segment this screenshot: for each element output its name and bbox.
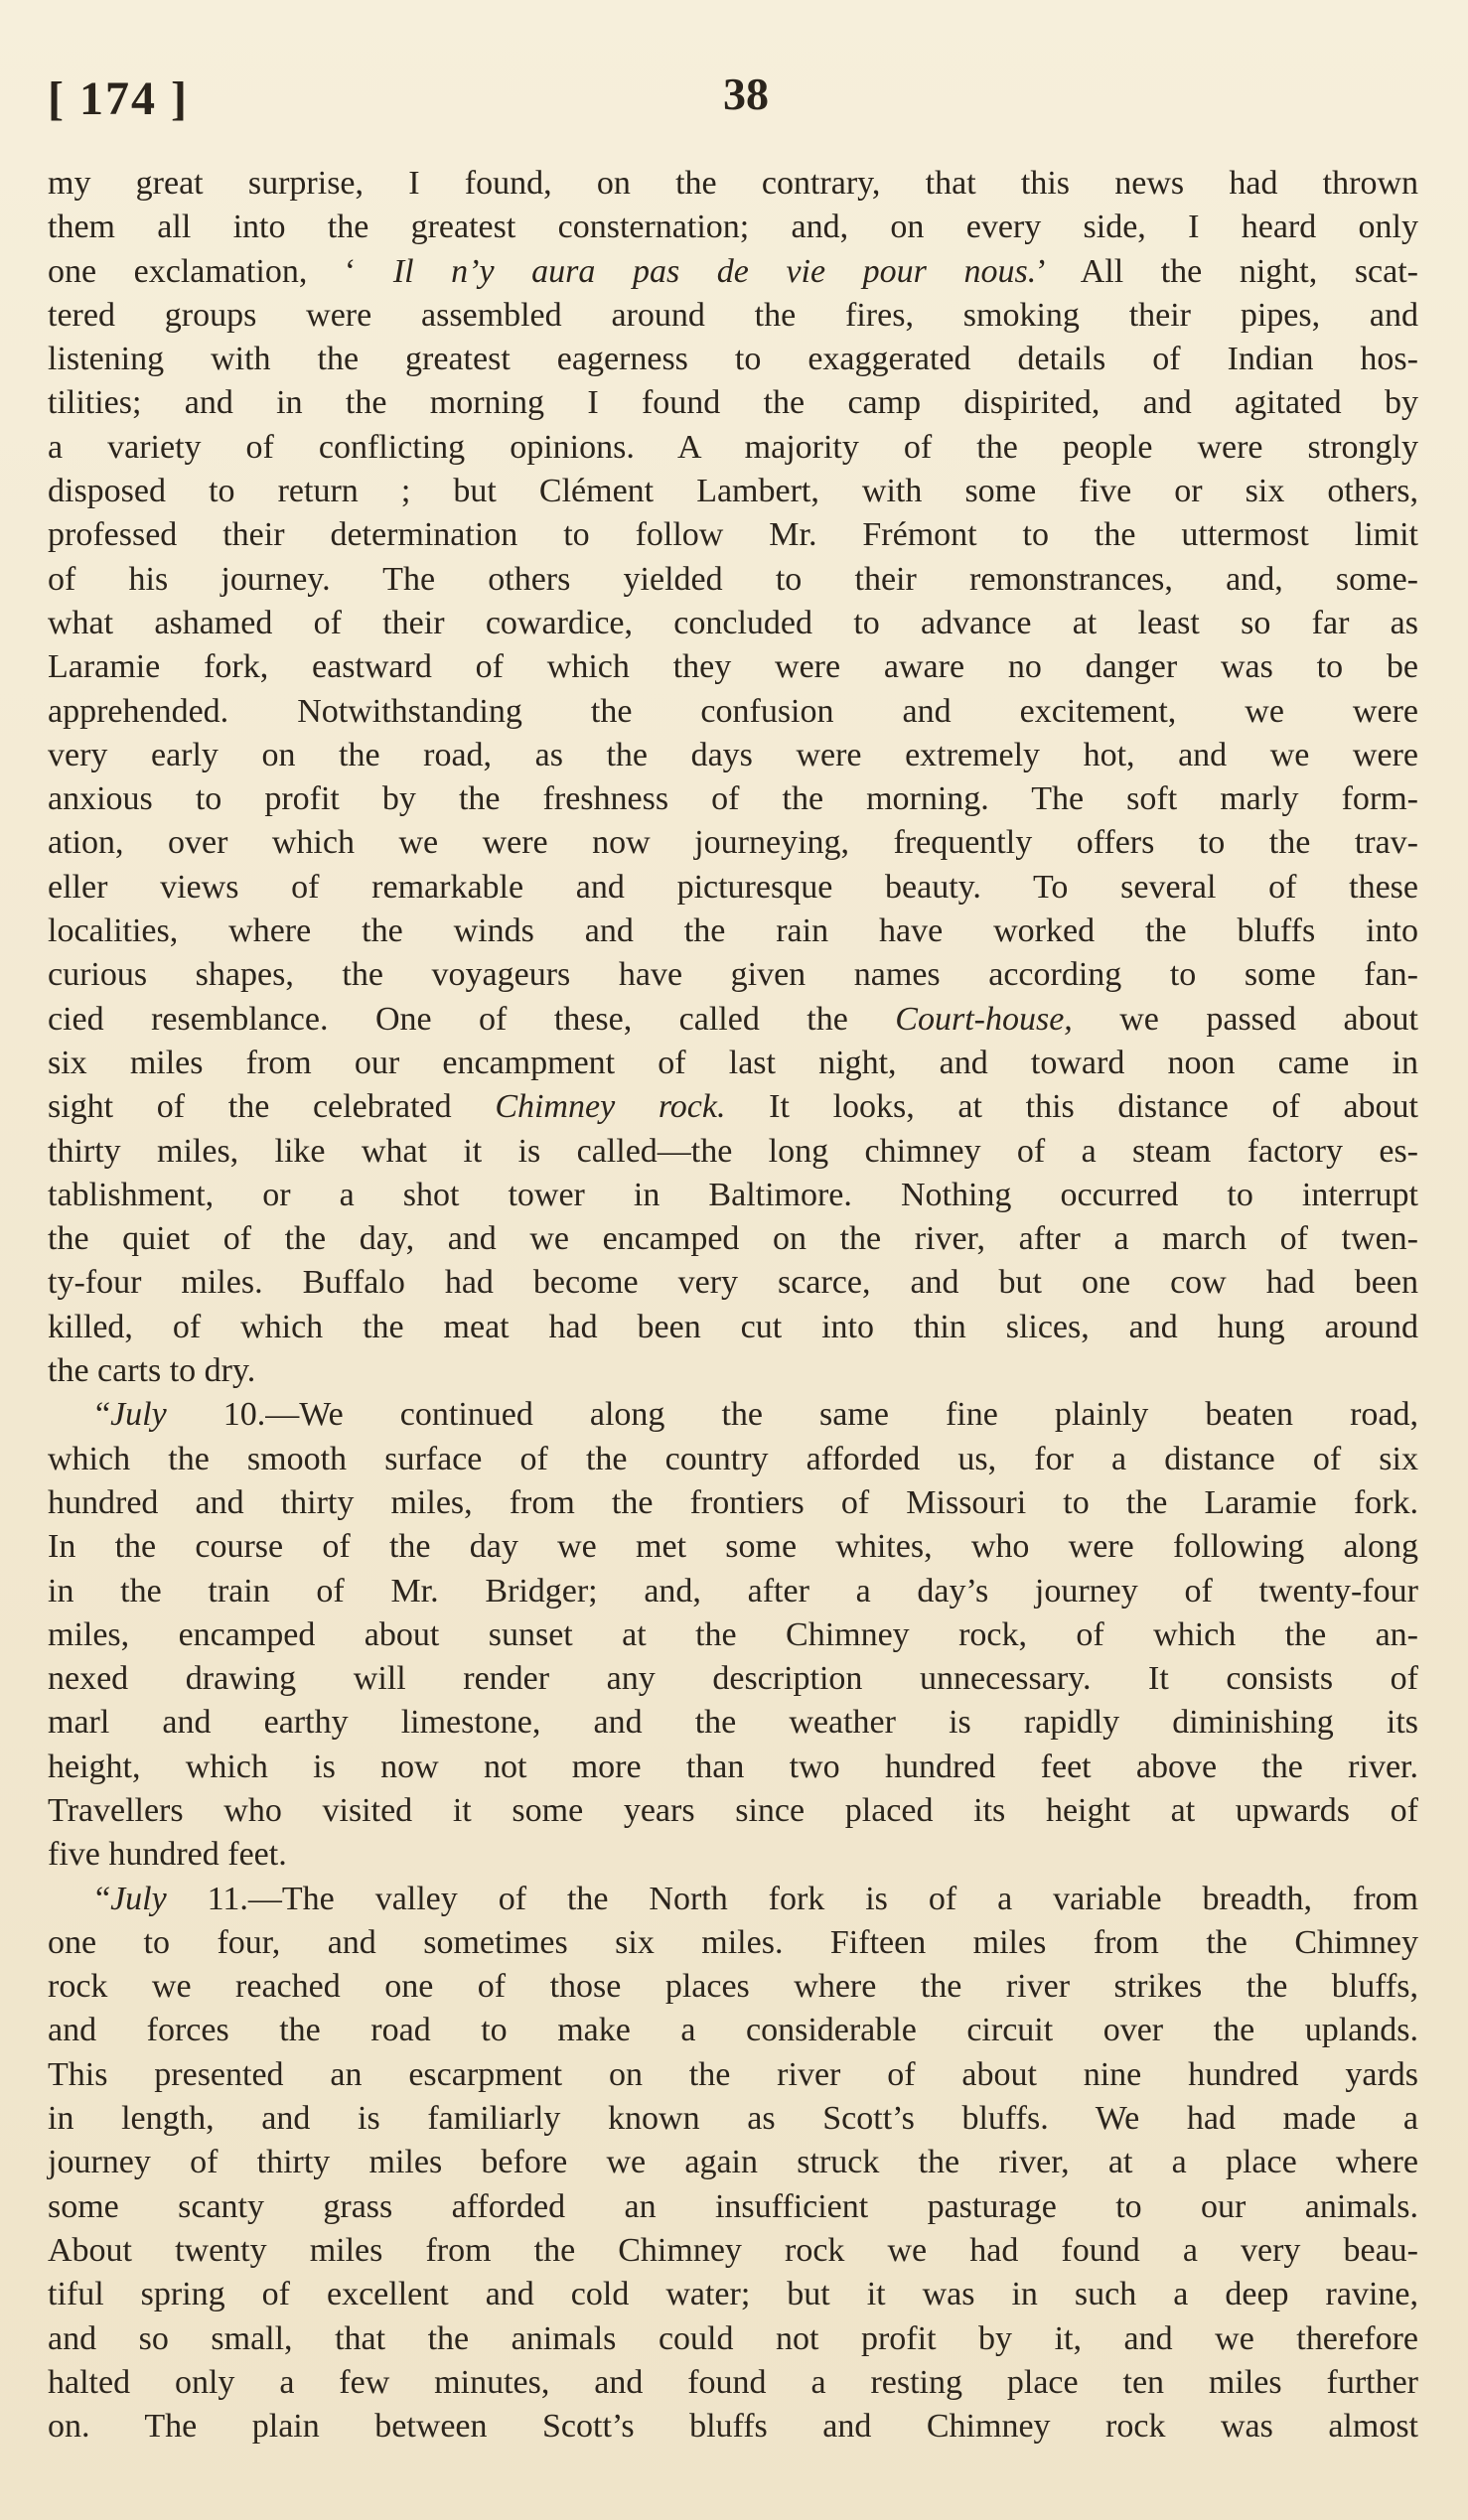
text-segment: cied resemblance. One of these, called the xyxy=(48,1000,896,1038)
text-line xyxy=(48,2097,1418,2141)
text-segment: ’ All the night, scat- xyxy=(1036,252,1419,290)
text-line xyxy=(48,602,1418,645)
text-line xyxy=(48,558,1418,602)
text-line xyxy=(48,250,1418,294)
text-segment: in length, and is familiarly known as Scott’s bluffs. We had made a xyxy=(48,2100,1418,2138)
text-line xyxy=(48,2273,1418,2316)
text-line xyxy=(48,206,1418,249)
text-segment: them all into the greatest consternation; and, on every side, I heard only xyxy=(48,209,1418,246)
text-segment: “ xyxy=(95,1396,111,1434)
text-line xyxy=(48,2317,1418,2361)
italic-text-segment: July xyxy=(110,1880,167,1917)
text-segment: which the smooth surface of the country afforded us, for a distance of six xyxy=(48,1440,1418,1477)
text-segment: my great surprise, I found, on the contrary, that this news had thrown xyxy=(48,165,1418,202)
text-line xyxy=(48,1965,1418,2009)
text-segment: a variety of conflicting opinions. A majority of the people were strongly xyxy=(48,428,1418,466)
text-segment: localities, where the winds and the rain have worked the bluffs into xyxy=(48,912,1418,950)
italic-text-segment: Court-house, xyxy=(895,1000,1073,1038)
text-line xyxy=(48,1438,1418,1481)
text-segment: In the course of the day we met some whites, who were following along xyxy=(48,1528,1418,1566)
text-line xyxy=(48,1085,1418,1129)
text-line xyxy=(48,513,1418,557)
text-line xyxy=(48,1570,1418,1613)
page-number: 38 xyxy=(723,69,769,119)
text-line xyxy=(48,426,1418,470)
text-segment: height, which is now not more than two hundred feet above the river. xyxy=(48,1748,1418,1785)
text-line xyxy=(48,1217,1418,1261)
text-segment: ation, over which we were now journeying, frequently offers to the trav- xyxy=(48,824,1418,862)
text-segment: the quiet of the day, and we encamped on the river, after a march of twen- xyxy=(48,1220,1418,1258)
text-line xyxy=(48,1393,1418,1437)
italic-text-segment: July xyxy=(110,1396,167,1434)
text-segment: nexed drawing will render any description unnecessary. It consists of xyxy=(48,1660,1418,1698)
text-segment: marl and earthy limestone, and the weather is rapidly diminishing its xyxy=(48,1704,1418,1742)
text-segment: 11.—The valley of the North fork is of a variable breadth, from xyxy=(166,1880,1418,1917)
text-segment: rock we reached one of those places where the river strikes the bluffs, xyxy=(48,1968,1418,2006)
text-segment: tiful spring of excellent and cold water; but it was in such a deep ravine, xyxy=(48,2276,1418,2313)
text-line xyxy=(48,162,1418,206)
text-segment: anxious to profit by the freshness of the morning. The soft marly form- xyxy=(48,780,1418,818)
text-line xyxy=(48,1261,1418,1305)
text-line xyxy=(48,998,1418,1042)
text-line xyxy=(48,294,1418,338)
text-line xyxy=(48,1349,1418,1393)
text-segment: killed, of which the meat had been cut into thin slices, and hung around xyxy=(48,1308,1418,1345)
text-segment: of his journey. The others yielded to their remonstrances, and, some- xyxy=(48,560,1418,598)
text-segment: one exclamation, ‘ xyxy=(48,252,393,290)
text-line xyxy=(48,1878,1418,1921)
text-line xyxy=(48,734,1418,777)
text-segment: Laramie fork, eastward of which they were aware no danger was to be xyxy=(48,648,1418,686)
body-text xyxy=(48,162,1418,2495)
text-segment: some scanty grass afforded an insufficient pasturage to our animals. xyxy=(48,2187,1418,2225)
text-segment: ty-four miles. Buffalo had become very scarce, and but one cow had been xyxy=(48,1264,1418,1302)
text-segment: About twenty miles from the Chimney rock we had found a very beau- xyxy=(48,2231,1418,2269)
text-line xyxy=(48,2053,1418,2097)
text-line xyxy=(48,910,1418,953)
text-segment: Travellers who visited it some years since placed its height at upwards of xyxy=(48,1791,1418,1829)
text-line xyxy=(48,1833,1418,1877)
text-line xyxy=(48,777,1418,821)
text-segment: one to four, and sometimes six miles. Fifteen miles from the Chimney xyxy=(48,1923,1418,1961)
text-line xyxy=(48,2361,1418,2405)
text-segment: what ashamed of their cowardice, concluded to advance at least so far as xyxy=(48,604,1418,641)
text-segment: thirty miles, like what it is called—the long chimney of a steam factory es- xyxy=(48,1132,1418,1170)
text-segment: tilities; and in the morning I found the camp dispirited, and agitated by xyxy=(48,384,1418,422)
text-segment: sight of the celebrated xyxy=(48,1088,496,1126)
text-line xyxy=(48,2141,1418,2184)
text-line xyxy=(48,2405,1418,2449)
text-line xyxy=(48,1481,1418,1525)
text-line xyxy=(48,645,1418,689)
italic-text-segment: Il n’y aura pas de vie pour nous. xyxy=(392,252,1037,290)
text-line xyxy=(48,1174,1418,1217)
text-segment: five hundred feet. xyxy=(48,1836,287,1874)
text-segment: six miles from our encampment of last night, and toward noon came in xyxy=(48,1044,1418,1081)
bracketed-page-number: [ 174 ] xyxy=(48,72,189,125)
text-segment: very early on the road, as the days were extremely hot, and we were xyxy=(48,736,1418,773)
text-line xyxy=(48,470,1418,513)
text-line xyxy=(48,2229,1418,2273)
text-segment: apprehended. Notwithstanding the confusion and excitement, we were xyxy=(48,692,1418,730)
text-segment: curious shapes, the voyageurs have given names according to some fan- xyxy=(48,956,1418,994)
text-line xyxy=(48,1130,1418,1174)
text-segment: in the train of Mr. Bridger; and, after a day’s journey of twenty-four xyxy=(48,1572,1418,1610)
text-segment: 10.—We continued along the same fine plainly beaten road, xyxy=(166,1396,1418,1434)
text-segment: journey of thirty miles before we again struck the river, at a place where xyxy=(48,2144,1418,2181)
text-segment: It looks, at this distance of about xyxy=(725,1088,1419,1126)
text-segment: and so small, that the animals could not profit by it, and we therefore xyxy=(48,2319,1418,2357)
text-segment: on. The plain between Scott’s bluffs and Chimney rock was almost xyxy=(48,2408,1418,2446)
text-line xyxy=(48,1042,1418,1085)
text-segment: tered groups were assembled around the fires, smoking their pipes, and xyxy=(48,296,1418,334)
text-line xyxy=(48,1613,1418,1657)
text-segment: hundred and thirty miles, from the frontiers of Missouri to the Laramie fork. xyxy=(48,1483,1418,1521)
text-segment: we passed about xyxy=(1072,1000,1419,1038)
text-line xyxy=(48,866,1418,910)
page-header xyxy=(48,71,1418,141)
text-line xyxy=(48,953,1418,997)
text-segment: miles, encamped about sunset at the Chimney rock, of which the an- xyxy=(48,1615,1418,1653)
text-segment: eller views of remarkable and picturesque beauty. To several of these xyxy=(48,868,1418,906)
text-line xyxy=(48,1657,1418,1701)
italic-text-segment: Chimney rock. xyxy=(495,1088,726,1126)
text-line xyxy=(48,690,1418,734)
text-segment: the carts to dry. xyxy=(48,1352,256,1390)
text-line xyxy=(48,1525,1418,1569)
text-segment: and forces the road to make a considerable circuit over the uplands. xyxy=(48,2012,1418,2049)
text-segment: disposed to return ; but Clément Lambert, with some five or six others, xyxy=(48,473,1418,510)
text-line xyxy=(48,381,1418,425)
text-line xyxy=(48,1306,1418,1349)
text-line xyxy=(48,821,1418,865)
text-segment: This presented an escarpment on the river of about nine hundred yards xyxy=(48,2055,1418,2093)
text-segment: halted only a few minutes, and found a resting place ten miles further xyxy=(48,2363,1418,2401)
text-segment: “ xyxy=(95,1880,111,1917)
text-line xyxy=(48,1921,1418,1965)
text-segment: tablishment, or a shot tower in Baltimore. Nothing occurred to interrupt xyxy=(48,1176,1418,1213)
text-line xyxy=(48,2009,1418,2052)
text-line xyxy=(48,2185,1418,2229)
text-segment: listening with the greatest eagerness to exaggerated details of Indian hos- xyxy=(48,341,1418,378)
text-line xyxy=(48,1701,1418,1745)
text-line xyxy=(48,338,1418,381)
text-line xyxy=(48,1746,1418,1789)
text-segment: professed their determination to follow Mr. Frémont to the uttermost limit xyxy=(48,516,1418,554)
text-line xyxy=(48,1789,1418,1833)
